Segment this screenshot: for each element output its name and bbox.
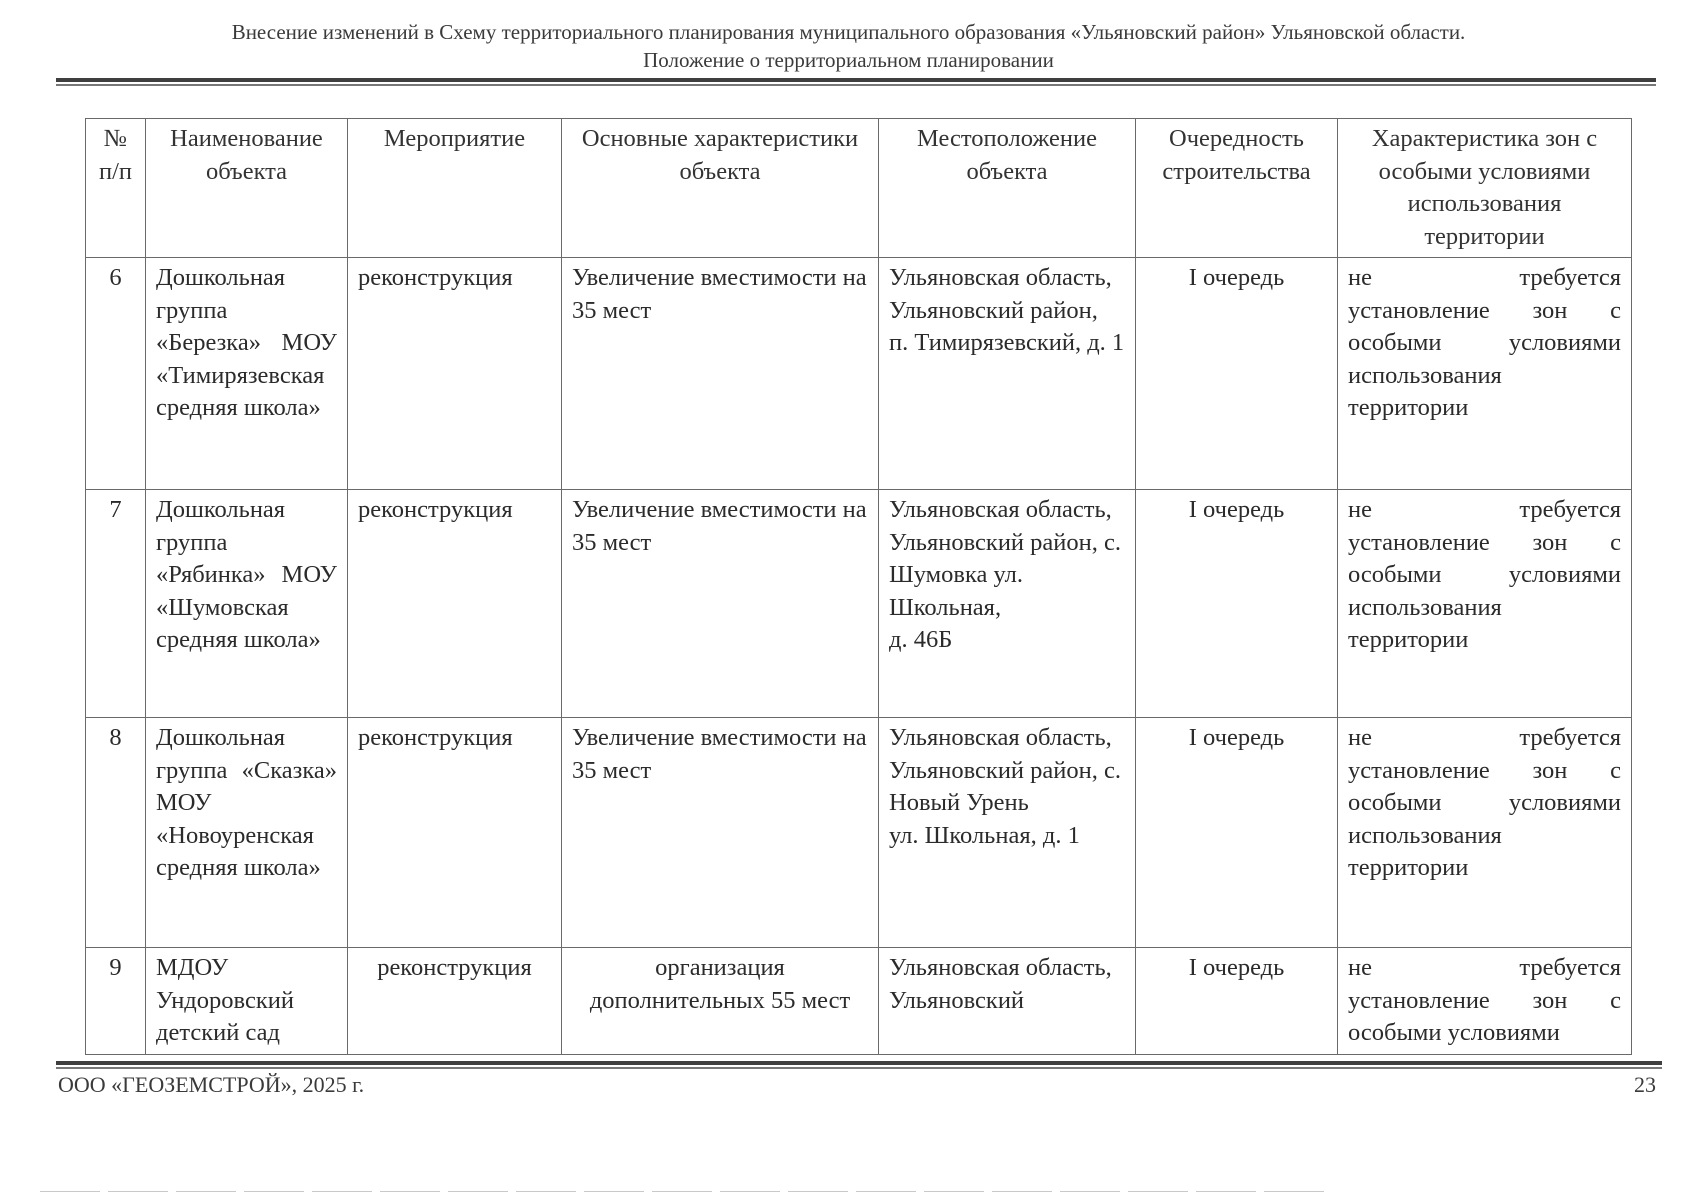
action: реконструкция xyxy=(348,490,562,718)
object-name: Дошкольная группа «Березка» МОУ «Тимирязевская средняя школа» xyxy=(146,258,348,490)
footer-company: ООО «ГЕОЗЕМСТРОЙ», 2025 г. xyxy=(58,1072,365,1097)
stage: I очередь xyxy=(1136,490,1338,718)
table-row xyxy=(86,718,1632,948)
header-cell-action: Мероприятие xyxy=(348,119,562,258)
table-row xyxy=(86,258,1632,490)
location: Ульяновская область, Ульяновский xyxy=(879,948,1136,1055)
action: реконструкция xyxy=(348,718,562,948)
location: Ульяновская область, Ульяновский район, с. Шумовка ул. Школьная, д. 46Б xyxy=(879,490,1136,718)
zones: не требуется установление зон с особыми условиями использования территории xyxy=(1338,490,1632,718)
page-header xyxy=(0,18,1697,74)
stage: I очередь xyxy=(1136,948,1338,1055)
object-name: Дошкольная группа «Сказка» МОУ «Новоуренская средняя школа» xyxy=(146,718,348,948)
planning-table xyxy=(85,118,1632,1055)
zones: не требуется установление зон с особыми условиями xyxy=(1338,948,1632,1055)
header-cell-location: Местоположение объекта xyxy=(879,119,1136,258)
scan-artifact-line xyxy=(40,1191,1330,1192)
row-number: 6 xyxy=(86,258,146,490)
header-cell-number: № п/п xyxy=(86,119,146,258)
stage: I очередь xyxy=(1136,718,1338,948)
characteristics: Увеличение вместимости на 35 мест xyxy=(562,258,879,490)
row-number: 7 xyxy=(86,490,146,718)
zones: не требуется установление зон с особыми условиями использования территории xyxy=(1338,258,1632,490)
characteristics: организация дополнительных 55 мест xyxy=(562,948,879,1055)
row-number: 8 xyxy=(86,718,146,948)
header-title: Внесение изменений в Схему территориального планирования муниципального образования «Ульяновский район» Ульяновской области. xyxy=(231,20,1466,44)
header-rule xyxy=(56,78,1656,82)
footer-rule xyxy=(56,1061,1662,1065)
action: реконструкция xyxy=(348,258,562,490)
object-name: Дошкольная группа «Рябинка» МОУ «Шумовская средняя школа» xyxy=(146,490,348,718)
header-cell-zones: Характеристика зон с особыми условиями использования территории xyxy=(1338,119,1632,258)
row-number: 9 xyxy=(86,948,146,1055)
page-number: 23 xyxy=(1634,1072,1656,1097)
zones: не требуется установление зон с особыми условиями использования территории xyxy=(1338,718,1632,948)
header-subtitle: Положение о территориальном планировании xyxy=(643,48,1054,72)
table-row xyxy=(86,490,1632,718)
stage: I очередь xyxy=(1136,258,1338,490)
header-cell-characteristics: Основные характеристики объекта xyxy=(562,119,879,258)
characteristics: Увеличение вместимости на 35 мест xyxy=(562,718,879,948)
table-header-row xyxy=(86,119,1632,258)
object-name: МДОУ Ундоровский детский сад xyxy=(146,948,348,1055)
location: Ульяновская область, Ульяновский район, п. Тимирязевский, д. 1 xyxy=(879,258,1136,490)
characteristics: Увеличение вместимости на 35 мест xyxy=(562,490,879,718)
header-cell-name: Наименование объекта xyxy=(146,119,348,258)
header-cell-stage: Очередность строительства xyxy=(1136,119,1338,258)
table-row xyxy=(86,948,1632,1055)
action: реконструкция xyxy=(348,948,562,1055)
location: Ульяновская область, Ульяновский район, с. Новый Урень ул. Школьная, д. 1 xyxy=(879,718,1136,948)
